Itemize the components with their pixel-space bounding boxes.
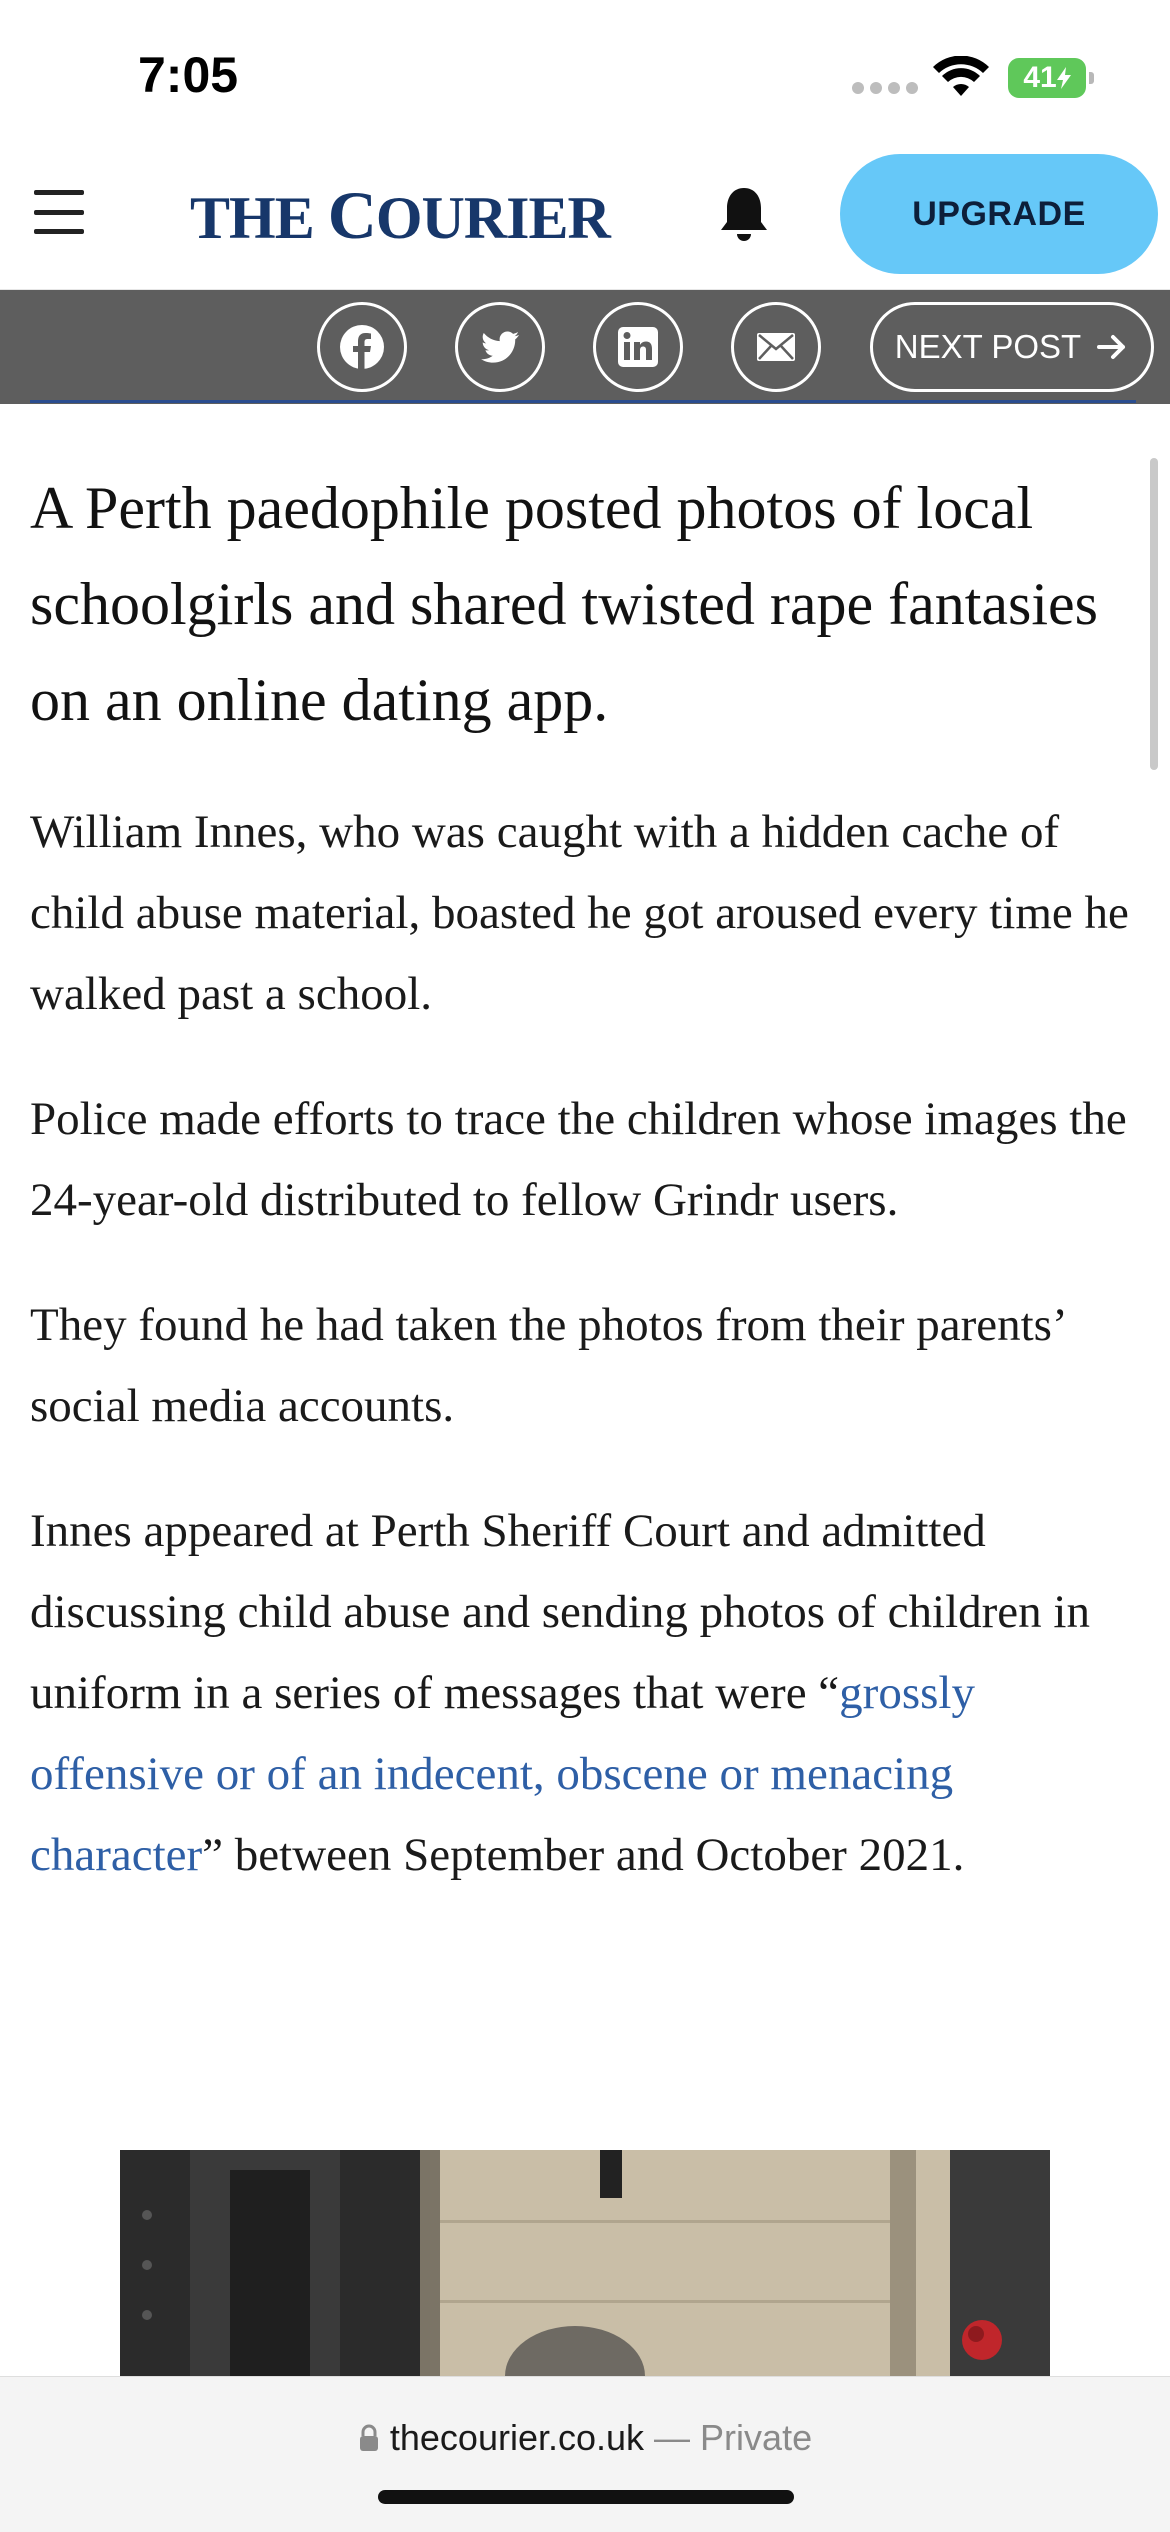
battery-icon [1008, 58, 1086, 98]
site-header [0, 150, 1170, 290]
home-indicator[interactable] [378, 2490, 794, 2504]
share-bar-underline [30, 400, 1136, 403]
article-paragraph: Police made efforts to trace the children whose images the 24-year-old distributed to fellow Grindr users. [30, 1093, 1127, 1226]
article-photo[interactable] [120, 2150, 1050, 2376]
notification-bell-icon[interactable] [716, 184, 772, 246]
status-time: 7:05 [138, 47, 239, 103]
upgrade-button[interactable]: UPGRADE [840, 154, 1158, 274]
share-facebook-button[interactable] [317, 302, 407, 392]
next-post-button[interactable] [870, 302, 1154, 392]
share-bar [0, 290, 1170, 404]
article-paragraph: William Innes, who was caught with a hidden cache of child abuse material, boasted he got aroused every time he walked past a school. [30, 806, 1129, 1020]
next-post-label: NEXT POST [894, 328, 1082, 365]
share-twitter-button[interactable] [455, 302, 545, 392]
battery-level: 41 [1023, 61, 1057, 94]
charging-bolt-icon [1057, 67, 1071, 89]
twitter-icon [475, 322, 525, 372]
share-email-button[interactable] [731, 302, 821, 392]
share-linkedin-button[interactable] [593, 302, 683, 392]
facebook-icon [337, 322, 387, 372]
article-paragraph: They found he had taken the photos from their parents’ social media accounts. [30, 1299, 1065, 1432]
linkedin-icon [613, 322, 663, 372]
url-domain: thecourier.co.uk [389, 2417, 645, 2458]
article-paragraph: Innes appeared at Perth Sheriff Court and admitted discussing child abuse and sending photos of children in uniform in a series of messages that were “grossly offensive or of an indecent, obscene or menacing character” between September and October 2021. [30, 1505, 1090, 1881]
hamburger-menu-icon[interactable] [34, 190, 84, 234]
wifi-icon [932, 56, 990, 100]
article-body [30, 404, 1130, 1896]
page-scrollbar[interactable] [1150, 458, 1158, 770]
email-icon [751, 322, 801, 372]
lock-icon [358, 2424, 380, 2452]
court-building-photo [120, 2150, 1050, 2376]
status-bar [0, 0, 1170, 150]
article-lead: A Perth paedophile posted photos of local schoolgirls and shared twisted rape fantasies on an online dating app. [30, 475, 1099, 733]
arrow-right-icon [1095, 330, 1129, 364]
site-logo[interactable]: THE COURIER [190, 177, 610, 253]
quote-link[interactable]: grossly offensive or of an indecent, obscene or menacing character [30, 1667, 975, 1881]
cellular-signal-icon [852, 82, 918, 94]
browser-address-bar[interactable] [0, 2376, 1170, 2532]
url-separator: — [654, 2417, 691, 2458]
private-label: Private [700, 2417, 813, 2458]
url-row[interactable] [0, 2417, 1170, 2459]
